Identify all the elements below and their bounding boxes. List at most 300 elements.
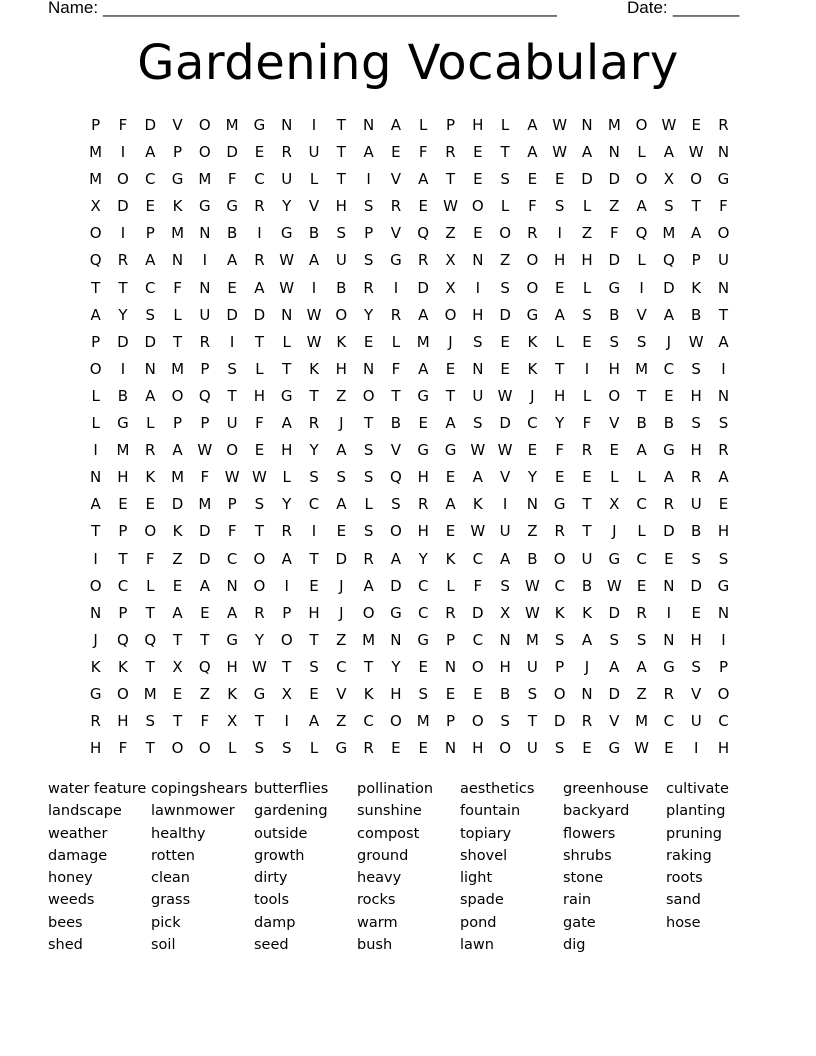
grid-letter[interactable]: N — [717, 603, 730, 622]
grid-letter[interactable]: P — [445, 630, 456, 649]
grid-letter[interactable]: S — [636, 630, 647, 649]
grid-letter[interactable]: I — [666, 603, 672, 622]
grid-letter[interactable]: C — [663, 712, 675, 731]
grid-letter[interactable]: T — [527, 712, 537, 731]
grid-letter[interactable]: E — [200, 603, 210, 622]
grid-letter[interactable]: E — [609, 441, 620, 460]
grid-letter[interactable]: B — [636, 414, 647, 433]
grid-letter[interactable]: K — [90, 657, 101, 676]
grid-letter[interactable]: Q — [198, 386, 211, 405]
grid-letter[interactable]: V — [390, 441, 402, 460]
grid-letter[interactable]: X — [499, 603, 511, 622]
grid-letter[interactable]: Z — [336, 712, 347, 731]
grid-letter[interactable]: O — [499, 739, 511, 758]
grid-letter[interactable]: B — [691, 522, 702, 541]
name-field[interactable]: ________________________________________________ — [103, 0, 557, 17]
grid-letter[interactable]: J — [339, 414, 344, 433]
grid-letter[interactable]: A — [636, 657, 647, 676]
grid-letter[interactable]: S — [718, 549, 729, 568]
grid-letter[interactable]: B — [499, 684, 511, 703]
grid-letter[interactable]: Y — [391, 657, 401, 676]
grid-letter[interactable]: K — [336, 332, 347, 351]
grid-letter[interactable]: H — [472, 305, 484, 324]
grid-letter[interactable]: D — [199, 522, 211, 541]
grid-letter[interactable]: A — [308, 712, 320, 731]
grid-letter[interactable]: S — [227, 359, 237, 378]
grid-letter[interactable]: F — [145, 549, 155, 568]
grid-letter[interactable]: W — [497, 441, 513, 460]
grid-letter[interactable]: W — [197, 441, 213, 460]
grid-letter[interactable]: A — [581, 630, 593, 649]
grid-letter[interactable]: R — [581, 712, 593, 731]
grid-letter[interactable]: D — [663, 278, 675, 297]
grid-letter[interactable]: C — [472, 549, 484, 568]
grid-letter[interactable]: O — [717, 684, 730, 703]
grid-letter[interactable]: F — [255, 414, 264, 433]
grid-letter[interactable]: G — [335, 739, 348, 758]
grid-letter[interactable]: L — [173, 305, 182, 324]
grid-letter[interactable]: I — [257, 224, 262, 243]
grid-letter[interactable]: L — [364, 495, 373, 514]
grid-letter[interactable]: T — [172, 332, 183, 351]
grid-letter[interactable]: R — [90, 712, 101, 731]
grid-letter[interactable]: E — [554, 468, 565, 487]
grid-letter[interactable]: A — [663, 468, 675, 487]
grid-letter[interactable]: X — [172, 657, 183, 676]
grid-letter[interactable]: U — [690, 495, 702, 514]
grid-letter[interactable]: G — [717, 576, 730, 595]
grid-letter[interactable]: G — [417, 386, 430, 405]
grid-letter[interactable]: Y — [309, 441, 319, 460]
grid-letter[interactable]: W — [688, 332, 704, 351]
grid-letter[interactable]: N — [199, 278, 211, 297]
grid-letter[interactable]: H — [417, 468, 429, 487]
grid-letter[interactable]: D — [472, 603, 484, 622]
grid-letter[interactable]: H — [308, 603, 320, 622]
grid-letter[interactable]: I — [475, 278, 481, 297]
grid-letter[interactable]: L — [282, 468, 291, 487]
grid-letter[interactable]: Y — [527, 468, 537, 487]
grid-letter[interactable]: T — [309, 386, 319, 405]
grid-letter[interactable]: I — [311, 522, 317, 541]
grid-letter[interactable]: R — [363, 278, 374, 297]
grid-letter[interactable]: R — [690, 468, 702, 487]
grid-letter[interactable]: T — [309, 549, 319, 568]
grid-letter[interactable]: T — [145, 739, 155, 758]
grid-letter[interactable]: R — [254, 603, 265, 622]
grid-letter[interactable]: R — [417, 495, 429, 514]
grid-letter[interactable]: N — [526, 495, 539, 514]
grid-letter[interactable]: H — [117, 468, 129, 487]
grid-letter[interactable]: G — [663, 441, 675, 460]
grid-letter[interactable]: P — [555, 657, 565, 676]
grid-letter[interactable]: S — [363, 441, 374, 460]
grid-letter[interactable]: E — [227, 278, 237, 297]
grid-letter[interactable]: W — [524, 576, 540, 595]
grid-letter[interactable]: A — [90, 495, 101, 514]
grid-letter[interactable]: O — [253, 549, 266, 568]
grid-letter[interactable]: A — [418, 305, 429, 324]
grid-letter[interactable]: O — [471, 657, 484, 676]
grid-letter[interactable]: D — [226, 143, 238, 162]
grid-letter[interactable]: E — [473, 684, 483, 703]
grid-letter[interactable]: O — [499, 224, 511, 243]
grid-letter[interactable]: R — [663, 495, 675, 514]
grid-letter[interactable]: F — [582, 414, 592, 433]
grid-letter[interactable]: P — [200, 414, 210, 433]
grid-letter[interactable]: M — [416, 712, 430, 731]
grid-letter[interactable]: C — [636, 495, 647, 514]
grid-letter[interactable]: P — [445, 712, 456, 731]
grid-letter[interactable]: A — [718, 468, 729, 487]
grid-letter[interactable]: T — [336, 170, 346, 189]
grid-letter[interactable]: O — [226, 441, 239, 460]
grid-letter[interactable]: J — [584, 657, 590, 676]
grid-letter[interactable]: O — [553, 549, 566, 568]
grid-letter[interactable]: O — [89, 359, 102, 378]
grid-letter[interactable]: E — [418, 197, 428, 216]
grid-letter[interactable]: I — [639, 278, 644, 297]
grid-letter[interactable]: L — [582, 278, 592, 297]
grid-letter[interactable]: L — [91, 414, 100, 433]
grid-letter[interactable]: F — [555, 441, 565, 460]
grid-letter[interactable]: C — [472, 630, 484, 649]
grid-letter[interactable]: I — [366, 170, 371, 189]
grid-letter[interactable]: I — [93, 441, 98, 460]
grid-letter[interactable]: R — [199, 332, 211, 351]
grid-letter[interactable]: D — [171, 495, 184, 514]
grid-letter[interactable]: M — [171, 359, 185, 378]
grid-letter[interactable]: G — [117, 414, 129, 433]
grid-letter[interactable]: S — [336, 468, 347, 487]
grid-letter[interactable]: U — [690, 712, 702, 731]
grid-letter[interactable]: T — [718, 305, 729, 324]
grid-letter[interactable]: E — [582, 468, 592, 487]
grid-letter[interactable]: T — [254, 332, 265, 351]
grid-letter[interactable]: V — [172, 116, 183, 134]
grid-letter[interactable]: A — [527, 143, 538, 162]
grid-letter[interactable]: G — [280, 224, 293, 243]
grid-letter[interactable]: T — [582, 522, 592, 541]
grid-letter[interactable]: L — [637, 143, 646, 162]
grid-letter[interactable]: E — [418, 739, 428, 758]
grid-letter[interactable]: R — [281, 522, 292, 541]
grid-letter[interactable]: U — [199, 305, 211, 324]
grid-letter[interactable]: N — [144, 359, 156, 378]
grid-letter[interactable]: O — [390, 712, 402, 731]
grid-letter[interactable]: J — [612, 522, 617, 541]
grid-letter[interactable]: O — [362, 603, 375, 622]
grid-letter[interactable]: A — [90, 305, 101, 324]
grid-letter[interactable]: M — [662, 224, 676, 243]
grid-letter[interactable]: K — [527, 359, 538, 378]
grid-letter[interactable]: U — [717, 251, 729, 270]
grid-letter[interactable]: J — [530, 386, 535, 405]
grid-letter[interactable]: F — [719, 197, 728, 216]
grid-letter[interactable]: S — [363, 251, 374, 270]
grid-letter[interactable]: H — [717, 739, 730, 758]
grid-letter[interactable]: R — [308, 414, 320, 433]
grid-letter[interactable]: W — [606, 576, 622, 595]
grid-letter[interactable]: F — [200, 468, 210, 487]
grid-letter[interactable]: A — [363, 576, 374, 595]
grid-letter[interactable]: T — [445, 170, 456, 189]
grid-letter[interactable]: I — [120, 224, 126, 243]
grid-letter[interactable]: D — [608, 684, 621, 703]
grid-letter[interactable]: M — [362, 630, 376, 649]
grid-letter[interactable]: B — [336, 278, 347, 297]
grid-letter[interactable]: W — [252, 468, 267, 487]
grid-letter[interactable]: C — [663, 359, 675, 378]
grid-letter[interactable]: Q — [390, 468, 402, 487]
grid-letter[interactable]: A — [663, 143, 675, 162]
grid-letter[interactable]: W — [252, 657, 267, 676]
grid-letter[interactable]: P — [91, 332, 101, 351]
grid-letter[interactable]: E — [718, 495, 729, 514]
grid-letter[interactable]: D — [226, 305, 238, 324]
grid-letter[interactable]: S — [609, 630, 620, 649]
grid-letter[interactable]: Z — [336, 386, 347, 405]
grid-letter[interactable]: W — [279, 278, 295, 297]
grid-letter[interactable]: W — [634, 739, 649, 758]
grid-letter[interactable]: F — [227, 170, 237, 189]
grid-letter[interactable]: V — [390, 170, 402, 189]
grid-letter[interactable]: P — [145, 224, 155, 243]
grid-letter[interactable]: D — [253, 305, 266, 324]
grid-letter[interactable]: N — [363, 359, 375, 378]
grid-letter[interactable]: S — [691, 549, 701, 568]
grid-letter[interactable]: A — [336, 495, 347, 514]
grid-letter[interactable]: E — [118, 495, 128, 514]
grid-letter[interactable]: E — [172, 576, 183, 595]
grid-letter[interactable]: D — [335, 549, 348, 568]
grid-letter[interactable]: L — [610, 468, 619, 487]
grid-letter[interactable]: E — [636, 576, 647, 595]
grid-letter[interactable]: E — [418, 657, 428, 676]
grid-letter[interactable]: E — [691, 116, 701, 134]
grid-letter[interactable]: A — [718, 332, 729, 351]
grid-letter[interactable]: A — [554, 305, 565, 324]
grid-letter[interactable]: K — [363, 684, 374, 703]
grid-letter[interactable]: O — [690, 170, 703, 189]
grid-letter[interactable]: F — [118, 739, 128, 758]
grid-letter[interactable]: A — [145, 143, 156, 162]
grid-letter[interactable]: O — [526, 251, 539, 270]
grid-letter[interactable]: V — [390, 224, 402, 243]
grid-letter[interactable]: E — [473, 170, 483, 189]
grid-letter[interactable]: I — [93, 549, 98, 568]
grid-letter[interactable]: E — [391, 143, 401, 162]
grid-letter[interactable]: L — [255, 359, 264, 378]
grid-letter[interactable]: S — [145, 712, 155, 731]
grid-letter[interactable]: E — [664, 739, 674, 758]
grid-letter[interactable]: Q — [144, 630, 157, 649]
grid-letter[interactable]: P — [91, 116, 101, 134]
grid-letter[interactable]: V — [609, 414, 620, 433]
grid-letter[interactable]: G — [553, 495, 566, 514]
grid-letter[interactable]: T — [282, 657, 292, 676]
grid-letter[interactable]: F — [227, 522, 237, 541]
grid-letter[interactable]: L — [309, 170, 319, 189]
grid-letter[interactable]: K — [582, 603, 592, 622]
grid-letter[interactable]: D — [144, 332, 157, 351]
grid-letter[interactable]: Y — [282, 197, 292, 216]
grid-letter[interactable]: W — [306, 305, 322, 324]
grid-letter[interactable]: Y — [118, 305, 128, 324]
grid-letter[interactable]: U — [526, 657, 538, 676]
grid-letter[interactable]: R — [663, 684, 675, 703]
grid-letter[interactable]: M — [116, 441, 130, 460]
grid-letter[interactable]: O — [444, 305, 457, 324]
grid-letter[interactable]: K — [227, 684, 238, 703]
grid-letter[interactable]: O — [635, 116, 648, 134]
grid-letter[interactable]: O — [171, 739, 184, 758]
grid-letter[interactable]: S — [309, 657, 319, 676]
grid-letter[interactable]: K — [172, 522, 183, 541]
grid-letter[interactable]: N — [444, 739, 457, 758]
grid-letter[interactable]: K — [172, 197, 183, 216]
grid-letter[interactable]: E — [473, 143, 483, 162]
grid-letter[interactable]: V — [636, 305, 647, 324]
grid-letter[interactable]: M — [607, 116, 621, 134]
grid-letter[interactable]: S — [636, 332, 647, 351]
grid-letter[interactable]: I — [502, 495, 508, 514]
grid-letter[interactable]: G — [226, 197, 238, 216]
grid-letter[interactable]: C — [336, 657, 347, 676]
grid-letter[interactable]: K — [527, 332, 538, 351]
grid-letter[interactable]: T — [172, 630, 183, 649]
grid-letter[interactable]: T — [555, 359, 565, 378]
grid-letter[interactable]: A — [199, 576, 210, 595]
grid-letter[interactable]: J — [93, 630, 98, 649]
grid-letter[interactable]: F — [200, 712, 210, 731]
grid-letter[interactable]: D — [553, 712, 566, 731]
grid-letter[interactable]: X — [90, 197, 101, 216]
grid-letter[interactable]: I — [120, 359, 126, 378]
grid-letter[interactable]: A — [418, 170, 429, 189]
grid-letter[interactable]: M — [171, 468, 185, 487]
grid-letter[interactable]: H — [253, 386, 266, 405]
grid-letter[interactable]: G — [253, 116, 266, 134]
grid-letter[interactable]: P — [718, 657, 728, 676]
grid-letter[interactable]: J — [339, 576, 344, 595]
grid-letter[interactable]: S — [281, 739, 292, 758]
grid-letter[interactable]: Q — [662, 251, 675, 270]
grid-letter[interactable]: O — [390, 522, 402, 541]
grid-letter[interactable]: K — [145, 468, 156, 487]
grid-letter[interactable]: I — [311, 116, 317, 134]
grid-letter[interactable]: A — [390, 549, 402, 568]
grid-letter[interactable]: N — [663, 576, 675, 595]
grid-letter[interactable]: T — [91, 278, 101, 297]
grid-letter[interactable]: C — [554, 576, 565, 595]
grid-letter[interactable]: D — [144, 116, 157, 134]
grid-letter[interactable]: Q — [417, 224, 430, 243]
grid-letter[interactable]: U — [526, 739, 538, 758]
grid-letter[interactable]: N — [663, 630, 675, 649]
grid-letter[interactable]: S — [718, 414, 729, 433]
grid-letter[interactable]: D — [608, 251, 621, 270]
grid-letter[interactable]: R — [254, 251, 265, 270]
grid-letter[interactable]: U — [308, 143, 320, 162]
grid-letter[interactable]: N — [171, 251, 184, 270]
grid-letter[interactable]: R — [445, 143, 456, 162]
grid-letter[interactable]: A — [636, 197, 647, 216]
grid-letter[interactable]: R — [281, 143, 292, 162]
grid-letter[interactable]: T — [91, 522, 101, 541]
grid-letter[interactable]: P — [200, 359, 210, 378]
grid-letter[interactable]: H — [690, 441, 702, 460]
grid-letter[interactable]: R — [390, 197, 402, 216]
grid-letter[interactable]: E — [500, 332, 510, 351]
grid-letter[interactable]: B — [581, 576, 593, 595]
grid-letter[interactable]: Z — [609, 197, 620, 216]
grid-letter[interactable]: R — [718, 441, 729, 460]
grid-letter[interactable]: N — [717, 386, 730, 405]
grid-letter[interactable]: S — [664, 197, 674, 216]
grid-letter[interactable]: T — [254, 712, 265, 731]
grid-letter[interactable]: O — [635, 170, 648, 189]
grid-letter[interactable]: I — [721, 359, 726, 378]
grid-letter[interactable]: P — [445, 116, 456, 134]
grid-letter[interactable]: S — [554, 630, 565, 649]
grid-letter[interactable]: T — [172, 712, 183, 731]
grid-letter[interactable]: D — [199, 549, 211, 568]
grid-letter[interactable]: L — [91, 386, 100, 405]
grid-letter[interactable]: O — [471, 712, 484, 731]
grid-letter[interactable]: T — [364, 657, 374, 676]
grid-letter[interactable]: S — [500, 170, 510, 189]
grid-letter[interactable]: H — [335, 359, 347, 378]
grid-letter[interactable]: W — [470, 522, 486, 541]
grid-letter[interactable]: G — [417, 630, 430, 649]
grid-letter[interactable]: R — [527, 224, 538, 243]
grid-letter[interactable]: E — [445, 522, 456, 541]
grid-letter[interactable]: F — [473, 576, 483, 595]
grid-letter[interactable]: Z — [636, 684, 647, 703]
grid-letter[interactable]: K — [309, 359, 319, 378]
grid-letter[interactable]: E — [664, 549, 674, 568]
grid-letter[interactable]: M — [89, 143, 103, 162]
grid-letter[interactable]: M — [143, 684, 157, 703]
grid-letter[interactable]: W — [279, 251, 295, 270]
grid-letter[interactable]: D — [499, 305, 511, 324]
grid-letter[interactable]: E — [445, 359, 456, 378]
grid-letter[interactable]: P — [227, 495, 237, 514]
grid-letter[interactable]: C — [527, 414, 538, 433]
grid-letter[interactable]: S — [418, 684, 428, 703]
grid-letter[interactable]: S — [554, 197, 565, 216]
grid-letter[interactable]: O — [198, 739, 211, 758]
grid-letter[interactable]: I — [557, 224, 562, 243]
grid-letter[interactable]: A — [581, 143, 593, 162]
grid-letter[interactable]: D — [608, 603, 621, 622]
grid-letter[interactable]: N — [472, 359, 484, 378]
grid-letter[interactable]: S — [363, 197, 374, 216]
grid-letter[interactable]: T — [145, 603, 155, 622]
grid-letter[interactable]: T — [500, 143, 510, 162]
grid-letter[interactable]: E — [582, 739, 592, 758]
grid-letter[interactable]: E — [418, 414, 428, 433]
grid-letter[interactable]: N — [499, 630, 511, 649]
grid-letter[interactable]: N — [581, 116, 593, 134]
grid-letter[interactable]: E — [691, 603, 701, 622]
grid-letter[interactable]: N — [90, 468, 102, 487]
grid-letter[interactable]: M — [198, 170, 212, 189]
grid-letter[interactable]: F — [528, 197, 537, 216]
grid-letter[interactable]: A — [145, 386, 156, 405]
grid-letter[interactable]: H — [581, 251, 593, 270]
